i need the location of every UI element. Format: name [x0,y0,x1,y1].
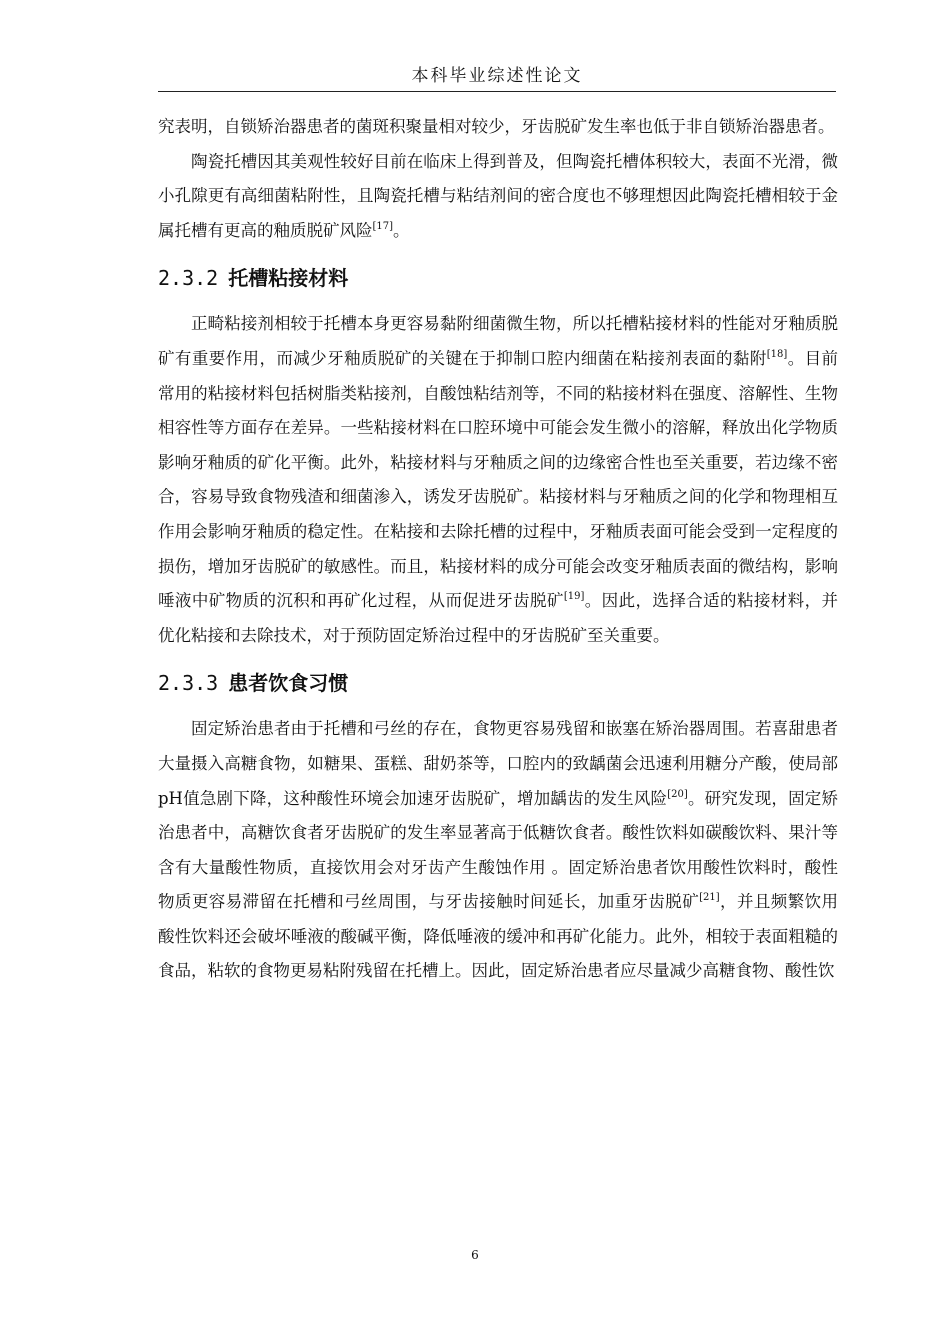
header-rule [158,91,836,92]
section-number: 2.3.2 [158,266,219,291]
paragraph-continued: 究表明，自锁矫治器患者的菌斑积聚量相对较少，牙齿脱矿发生率也低于非自锁矫治器患者。 [158,117,835,136]
section-number: 2.3.3 [158,671,219,696]
citation-18: [18] [766,348,788,360]
running-header: 本科毕业综述性论文 [411,66,583,86]
citation-20: [20] [667,788,688,800]
paragraph-diet-habits [158,712,838,989]
paragraph-text: 陶瓷托槽因其美观性较好目前在临床上得到普及，但陶瓷托槽体积较大，表面不光滑，微小孔隙更有高细菌粘附性，且陶瓷托槽与粘结剂间的密合度也不够理想因此陶瓷托槽相较于金属托槽有更高的釉质脱矿风险 [158,151,838,240]
section-title: 患者饮食习惯 [228,671,349,696]
section-title: 托槽粘接材料 [228,266,349,291]
paragraph-text: 。研究发现，固定矫治患者中，高糖饮食者牙齿脱矿的发生率显著高于低糖饮食者。酸性饮料如碳酸饮料、果汁等含有大量酸性物质，直接饮用会对牙齿产生酸蚀作用 。固定矫治患者饮用酸性饮料时，酸性物质更容易滞留在托槽和弓丝周围，与牙齿接触时间延长，加重牙齿脱矿 [158,788,839,912]
citation-21: [21] [699,892,720,904]
paragraph-text: 。目前常用的粘接材料包括树脂类粘接剂，自酸蚀粘结剂等，不同的粘接材料在强度、溶解性、生物相容性等方面存在差异。一些粘接材料在口腔环境中可能会发生微小的溶解，释放出化学物质影响牙釉质的矿化平衡。此外，粘接材料与牙釉质之间的边缘密合性也至关重要，若边缘不密合，容易导致食物残渣和细菌渗入，诱发牙齿脱矿。粘接材料与牙釉质之间的化学和物理相互作用会影响牙釉质的稳定性。在粘接和去除托槽的过程中，牙釉质表面可能会受到一定程度的损伤，增加牙齿脱矿的敏感性。而且，粘接材料的成分可能会改变牙釉质表面的微结构，影响唾液中矿物质的沉积和再矿化过程，从而促进牙齿脱矿 [158,348,839,611]
section-heading-2-3-2 [158,263,838,293]
page-number: 6 [471,1248,479,1262]
citation-19: [19] [563,591,585,603]
citation-17: [17] [372,220,394,232]
paragraph-bonding-materials [158,307,838,653]
paragraph-text: ，并且频繁饮用酸性饮料还会破坏唾液的酸碱平衡，降低唾液的缓冲和再矿化能力。此外，相较于表面粗糙的食品，粘软的食物更易粘附残留在托槽上。因此，固定矫治患者应尽量减少高糖食物、酸性饮 [158,892,839,981]
page-body [158,110,838,989]
paragraph-text: 。因此，选择合适的粘接材料，并优化粘接和去除技术，对于预防固定矫治过程中的牙齿脱矿至关重要。 [158,591,839,645]
paragraph-text: 固定矫治患者由于托槽和弓丝的存在，食物更容易残留和嵌塞在矫治器周围。若喜甜患者大量摄入高糖食物，如糖果、蛋糕、甜奶茶等，口腔内的致龋菌会迅速利用糖分产酸，使局部pH值急剧下降，这种酸性环境会加速牙齿脱矿，增加龋齿的发生风险 [158,719,838,808]
section-heading-2-3-3 [158,668,838,698]
paragraph-end: 。 [393,220,410,240]
paragraph-text: 正畸粘接剂相较于托槽本身更容易黏附细菌微生物，所以托槽粘接材料的性能对牙釉质脱矿有重要作用，而减少牙釉质脱矿的关键在于抑制口腔内细菌在粘接剂表面的黏附 [158,314,838,368]
paragraph-ceramic-brackets [158,145,838,249]
